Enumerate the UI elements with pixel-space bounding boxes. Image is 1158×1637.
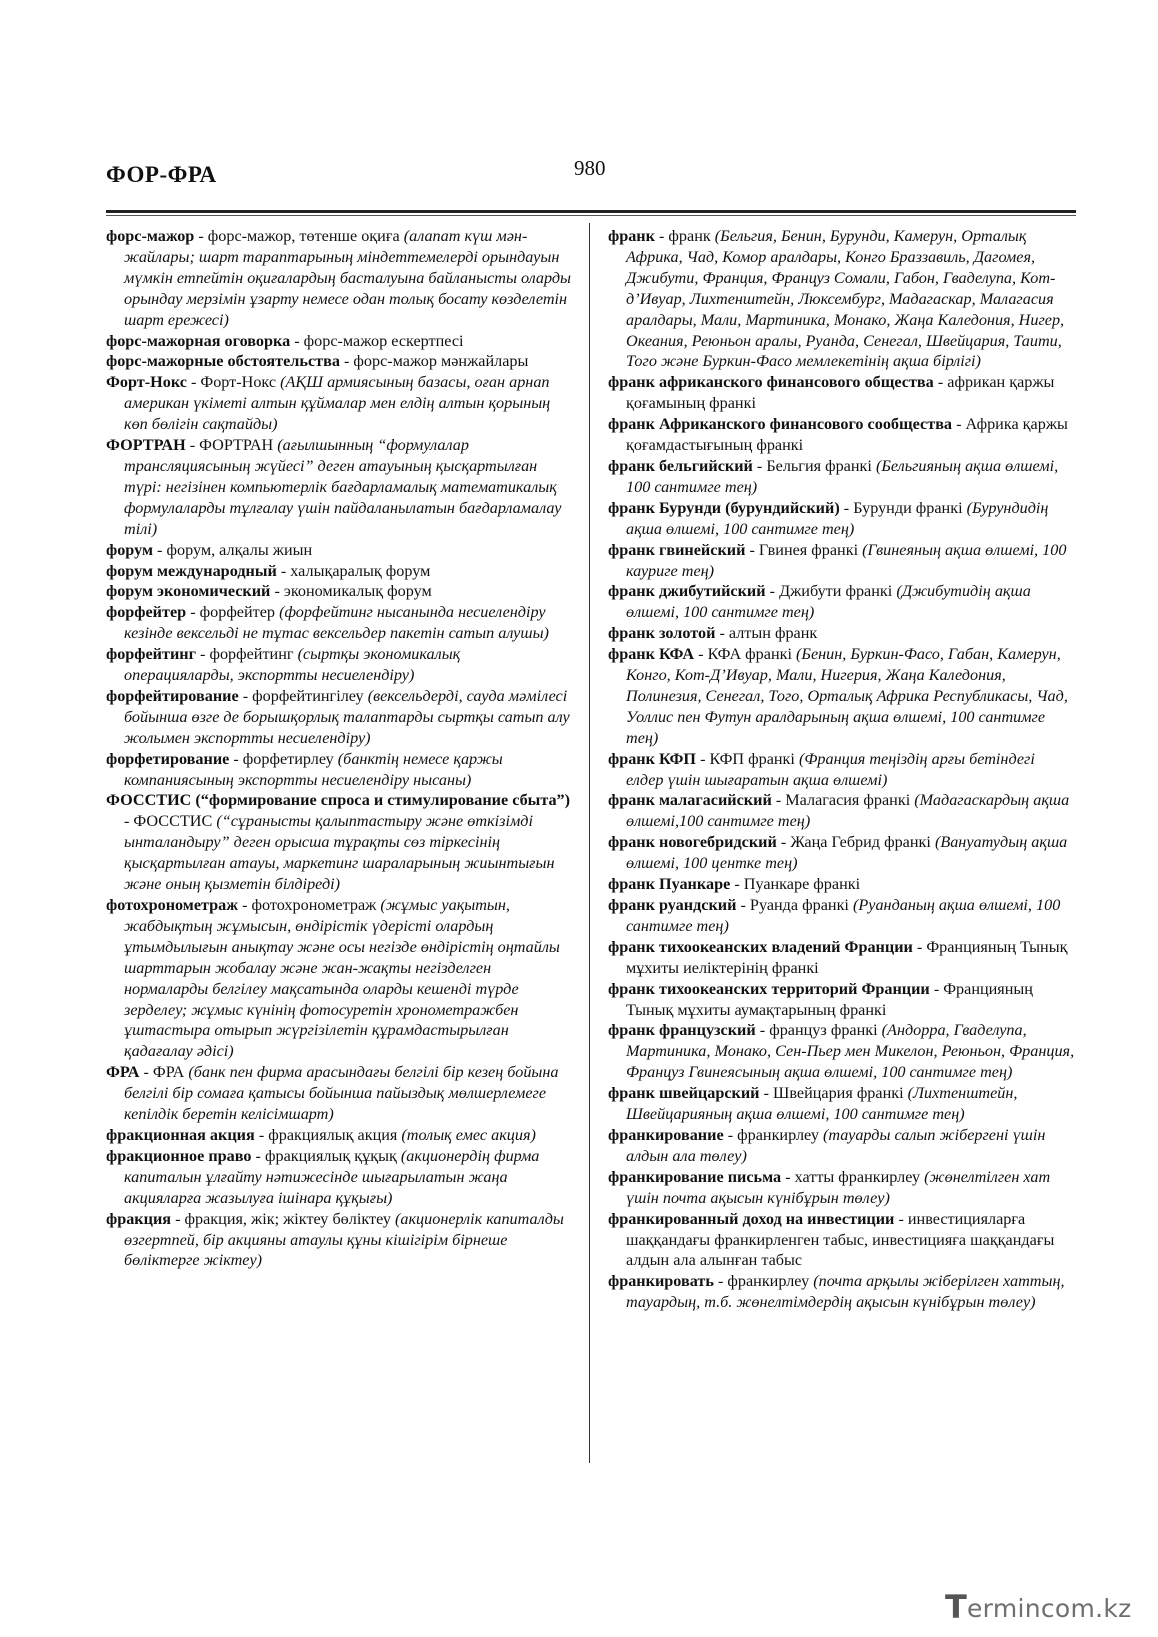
entry-term: франкирование письма — [608, 1167, 782, 1186]
entry-definition: - форс-мажор мәнжайлары — [339, 352, 529, 371]
entry-term: ФОССТИС (“формирование спроса и стимулирование сбыта”) — [106, 791, 571, 810]
entry-note: (акционердің фирма капиталын ұлғайту нәтижесінде шығарылатын жаңа акцияларға жазылуға ішінара құқығы) — [124, 1146, 540, 1207]
dictionary-entry — [106, 540, 572, 561]
entry-definition: - франкирлеу — [723, 1125, 823, 1144]
entry-term: франк Бурунди (бурундийский) — [608, 498, 840, 517]
entry-note: (Вануатудың ақша өлшемі, 100 центке тең) — [626, 833, 1068, 873]
entry-term: франк Пуанкаре — [608, 875, 731, 894]
page-number: 980 — [574, 156, 606, 180]
entry-definition: - фракция, жік; жіктеу бөліктеу — [171, 1209, 395, 1228]
dictionary-entry — [106, 749, 572, 791]
entry-note: (тауарды салып жібергені үшін алдын ала төлеу) — [626, 1125, 1046, 1165]
entry-definition: - Руанда франкі — [736, 896, 853, 914]
dictionary-entry — [106, 435, 572, 540]
entry-definition: - алтын франк — [715, 624, 818, 643]
entry-note: (“сұранысты қалыптастыру және өткізімді ынталандыру” деген орысша тұрақты сөз тіркесінің қысқартылған атауы, маркетинг шараларының жиынтығын және оның қызметін білдіреді) — [124, 812, 555, 894]
entry-definition: - форум, алқалы жиын — [153, 540, 313, 559]
entry-note: (Лихтенштейн, Швейцарияның ақша өлшемі, 100 сантимге тең) — [626, 1084, 1018, 1124]
entry-definition: - Бельгия франкі — [752, 456, 876, 475]
entry-note: (банк пен фирма арасындағы белгілі бір кезең бойына белгілі бір сомаға қатысы бойынша пайыздық мөлшерлемеге кепілдік беретін келісімшарт) — [124, 1063, 559, 1124]
left-column — [106, 226, 572, 1271]
entry-term: франк тихоокеанских владений Франции — [608, 937, 913, 956]
dictionary-entry — [106, 226, 572, 331]
entry-term: форум международный — [106, 561, 277, 580]
entry-note: (Джибутидің ақша өлшемі, 100 сантимге тең) — [626, 582, 1031, 622]
entry-term: фотохронометраж — [106, 896, 239, 914]
entry-note: (Бельгияның ақша өлшемі, 100 сантимге тең) — [626, 456, 1059, 496]
dictionary-entry — [106, 561, 572, 582]
entry-term: франк африканского финансового общества — [608, 373, 934, 392]
dictionary-entry — [608, 979, 1076, 1021]
entry-definition: - форс-мажор, төтенше оқиға — [194, 227, 404, 245]
dictionary-entry — [106, 331, 572, 352]
entry-term: форфетирование — [106, 749, 230, 768]
dictionary-entry — [106, 686, 572, 749]
entry-term: франк французский — [608, 1021, 756, 1040]
entry-term: франк гвинейский — [608, 540, 746, 559]
entry-definition: - Джибути франкі — [765, 582, 897, 601]
entry-note: (акционерлік капиталды өзгертпей, бір акцияны атаулы құны кішігірім бірнеше бөліктерге жіктеу) — [124, 1209, 564, 1270]
dictionary-entry — [608, 226, 1076, 372]
entry-term: франк швейцарский — [608, 1084, 760, 1103]
dictionary-entry — [608, 1209, 1076, 1272]
dictionary-entry — [608, 372, 1076, 414]
entry-term: форс-мажорные обстоятельства — [106, 352, 340, 371]
entry-note: (ағылшынның “формулалар трансляциясының жүйесі” деген атауының қысқартылған түрі: негізінен компьютерлік бағдарламалық математикалық формулаларды тұлғалау үшін пайдаланылатын бағдарламалау тілі) — [124, 436, 562, 538]
dictionary-entry — [608, 581, 1076, 623]
entry-term: франкировать — [608, 1272, 714, 1291]
dictionary-entry — [608, 937, 1076, 979]
dictionary-entry — [608, 623, 1076, 644]
dictionary-entry — [106, 581, 572, 602]
page-header — [106, 156, 1066, 216]
terminkom-watermark — [945, 1588, 1145, 1628]
entry-note: (сыртқы экономикалық операцияларды, экспортты несиелендіру) — [124, 645, 461, 685]
entry-term: франк Африканского финансового сообщества — [608, 415, 953, 434]
entry-term: франк золотой — [608, 624, 716, 643]
dictionary-entry — [608, 414, 1076, 456]
entry-note: (Франция теңіздің арғы бетіндегі елдер үшін шығаратын ақша өлшемі) — [626, 749, 1035, 789]
entry-definition: - фотохронометраж — [238, 896, 381, 914]
dictionary-entry — [106, 1209, 572, 1272]
entry-note: (Андорра, Гваделупа, Мартиника, Монако, Сен-Пьер мен Микелон, Реюньон, Франция, Француз Гвинеясының ақша өлшемі, 100 сантимге тең) — [626, 1021, 1075, 1082]
entry-term: ФОРТРАН — [106, 436, 186, 455]
entry-definition: - форфейтингілеу — [238, 686, 368, 705]
entry-definition: - КФА франкі — [694, 645, 797, 664]
entry-definition: - Малагасия франкі — [771, 791, 915, 810]
entry-note: (почта арқылы жіберілген хаттың, тауардың, т.б. жөнелтімдердің ақысын күнібұрын төлеу) — [626, 1272, 1065, 1312]
entry-definition: - халықаралық форум — [276, 561, 431, 580]
dictionary-entry — [106, 372, 572, 435]
entry-term: франк бельгийский — [608, 456, 753, 475]
entry-term: франк джибутийский — [608, 582, 766, 601]
entry-definition: - Жаңа Гебрид франкі — [776, 833, 935, 852]
entry-term: фракция — [106, 1209, 172, 1228]
entry-definition: - форс-мажор ескертпесі — [290, 331, 464, 350]
entry-definition: - инвестицияларға шаққандағы франкирленген табыс, инвестицияға шаққандағы алдын ала алынған табыс — [626, 1209, 1055, 1270]
entry-definition: - ФОССТИС — [124, 812, 217, 831]
entry-term: франкирование — [608, 1125, 724, 1144]
dictionary-entry — [106, 1146, 572, 1209]
entry-definition: - Гвинея франкі — [745, 540, 863, 559]
entry-note: (Мадагаскардың ақша өлшемі,100 сантимге тең) — [626, 791, 1070, 831]
entry-note: (Гвинеяның ақша өлшемі, 100 кауриге тең) — [626, 540, 1067, 580]
entry-definition: - африкан қаржы қоғамының франкі — [626, 373, 1055, 413]
dictionary-entry — [608, 456, 1076, 498]
dictionary-entry — [106, 895, 572, 1062]
dictionary-entry — [608, 1167, 1076, 1209]
entry-note: (толық емес акция) — [401, 1125, 536, 1144]
entry-term: франк руандский — [608, 896, 737, 914]
entry-note: (Бельгия, Бенин, Бурунди, Камерун, Орталық Африка, Чад, Комор аралдары, Конго Браззавиль, Дагомея, Джибути, Франция, Француз Сомали, Габон, Гваделупа, Кот-д’Ивуар, Лихтенштейн, Люксембург, Мадагаскар, Малагасия аралдары, Мали, Мартиника, Монако, Жаңа Каледония, Нигер, Океания, Реюньон аралы, Руанда, Сенегал, Швейцария, Таити, Того және Буркин-Фасо мемлекетінің ақша бірлігі) — [626, 227, 1065, 371]
entry-term: франк КФА — [608, 645, 695, 664]
entry-term: фракционное право — [106, 1146, 252, 1165]
dictionary-entry — [106, 790, 572, 895]
entry-term: форс-мажорная оговорка — [106, 331, 291, 350]
right-column — [608, 226, 1076, 1313]
entry-note: (АҚШ армиясының базасы, оған арнап американ үкіметі алтын құймалар мен елдің алтын қорының көп бөлігін сақтайды) — [124, 373, 551, 434]
entry-term: франк — [608, 227, 655, 245]
dictionary-entry — [106, 644, 572, 686]
entry-definition: - форфейтинг — [195, 645, 298, 664]
entry-definition: - француз франкі — [755, 1021, 882, 1040]
dictionary-entry — [608, 1083, 1076, 1125]
entry-term: франк новогебридский — [608, 833, 777, 852]
entry-term: фракционная акция — [106, 1125, 255, 1144]
watermark-logo-letter: T — [945, 1588, 967, 1626]
dictionary-entry — [608, 832, 1076, 874]
entry-term: франк малагасийский — [608, 791, 772, 810]
column-divider — [589, 223, 590, 1463]
entry-definition: - Форт-Нокс — [186, 373, 281, 392]
entry-definition: - Бурунди франкі — [839, 498, 967, 517]
entry-definition: - форфейтер — [186, 603, 280, 622]
dictionary-entry — [608, 1020, 1076, 1083]
entry-definition: - фракциялық акция — [254, 1125, 402, 1144]
entry-term: форфейтинг — [106, 645, 196, 664]
dictionary-entry — [608, 749, 1076, 791]
entry-definition: - КФП франкі — [696, 749, 799, 768]
entry-definition: - франкирлеу — [713, 1272, 814, 1291]
entry-definition: - франк — [654, 227, 715, 245]
entry-term: Форт-Нокс — [106, 373, 187, 392]
dictionary-entry — [106, 351, 572, 372]
entry-term: франк КФП — [608, 749, 697, 768]
header-rule-thin — [106, 215, 1076, 216]
entry-definition: - экономикалық форум — [270, 582, 432, 601]
entry-definition: - Африка қаржы қоғамдастығының франкі — [626, 415, 1068, 455]
entry-definition: - ФОРТРАН — [185, 436, 278, 455]
dictionary-entry — [106, 1062, 572, 1125]
entry-note: (форфейтинг нысанында несиелендіру кезінде вексельді не тұтас вексельдер пакетін сатып алушы) — [124, 603, 549, 643]
dictionary-entry — [608, 644, 1076, 749]
entry-definition: - Пуанкаре франкі — [730, 875, 861, 894]
dictionary-entry — [608, 1125, 1076, 1167]
entry-term: форс-мажор — [106, 227, 195, 245]
entry-term: франкированный доход на инвестиции — [608, 1209, 895, 1228]
entry-definition: - Швейцария франкі — [759, 1084, 908, 1103]
entry-term: форфейтер — [106, 603, 187, 622]
entry-note: (алапат күш мән-жайлары; шарт тараптарының міндеттемелерді орындауын мүмкін етпейтін оқиғалардың басталуына байланысты оларды орындау мерзімін ұзарту немесе одан толық босату көзделетін шарт ережесі) — [124, 227, 572, 329]
entry-term: форум — [106, 540, 153, 559]
entry-term: форфейтирование — [106, 686, 239, 705]
header-rule — [106, 210, 1076, 213]
entry-note: (Руанданың ақша өлшемі, 100 сантимге тең) — [626, 896, 1061, 935]
watermark-text: ermincom.kz — [967, 1594, 1132, 1623]
entry-definition: - ФРА — [139, 1063, 189, 1082]
entry-definition: - Францияның Тынық мұхиты иеліктерінің франкі — [626, 937, 1068, 977]
dictionary-entry — [608, 1271, 1076, 1313]
entry-note: (жұмыс уақытын, жабдықтың жұмысын, өндірістік үдерісті олардың ұтымдылығын анықтау және осы негізде өндірістің оңтайлы шарттарын жобалау және жан-жақты негізделген нормаларды белгілеу мақсатында оларды кешенді түрде зерделеу; жұмыс күнінің фотосуретін хронометражбен ұштастыра отырып жүргізілетін құрамдастырылған қадағалау әдісі) — [124, 896, 560, 1061]
dictionary-entry — [106, 1125, 572, 1146]
dictionary-entry — [608, 790, 1076, 832]
dictionary-entry — [608, 874, 1076, 895]
entry-note: (Бурундидің ақша өлшемі, 100 сантимге тең) — [626, 498, 1049, 538]
section-title: ФОР-ФРА — [106, 162, 217, 187]
dictionary-entry — [608, 540, 1076, 582]
entry-definition: - хатты франкирлеу — [781, 1167, 925, 1186]
entry-note: (банктің немесе қаржы компаниясының экспортты несиелендіру нысаны) — [124, 749, 503, 789]
dictionary-entry — [608, 498, 1076, 540]
dictionary-entry — [106, 602, 572, 644]
entry-definition: - фракциялық құқық — [251, 1146, 401, 1165]
entry-term: ФРА — [106, 1063, 140, 1082]
entry-note: (вексельдерді, сауда мәмілесі бойынша өзге де борышқорлық талаптарды сыртқы сатып алу жолымен экспортты несиелендіру) — [124, 686, 570, 747]
dictionary-entry — [608, 895, 1076, 937]
entry-term: форум экономический — [106, 582, 271, 601]
entry-term: франк тихоокеанских территорий Франции — [608, 979, 930, 998]
entry-definition: - Францияның Тынық мұхиты аумақтарының франкі — [626, 979, 1033, 1019]
entry-definition: - форфетирлеу — [229, 749, 338, 768]
entry-note: (Бенин, Буркин-Фасо, Габан, Камерун, Конго, Кот-Д’Ивуар, Мали, Нигерия, Жаңа Каледония, Полинезия, Сенегал, Того, Орталық Африка Республикасы, Чад, Уоллис пен Футун аралдарының ақша өлшемі, 100 сантимге тең) — [626, 645, 1068, 747]
entry-note: (жөнелтілген хат үшін почта ақысын күнібұрын төлеу) — [626, 1167, 1051, 1207]
